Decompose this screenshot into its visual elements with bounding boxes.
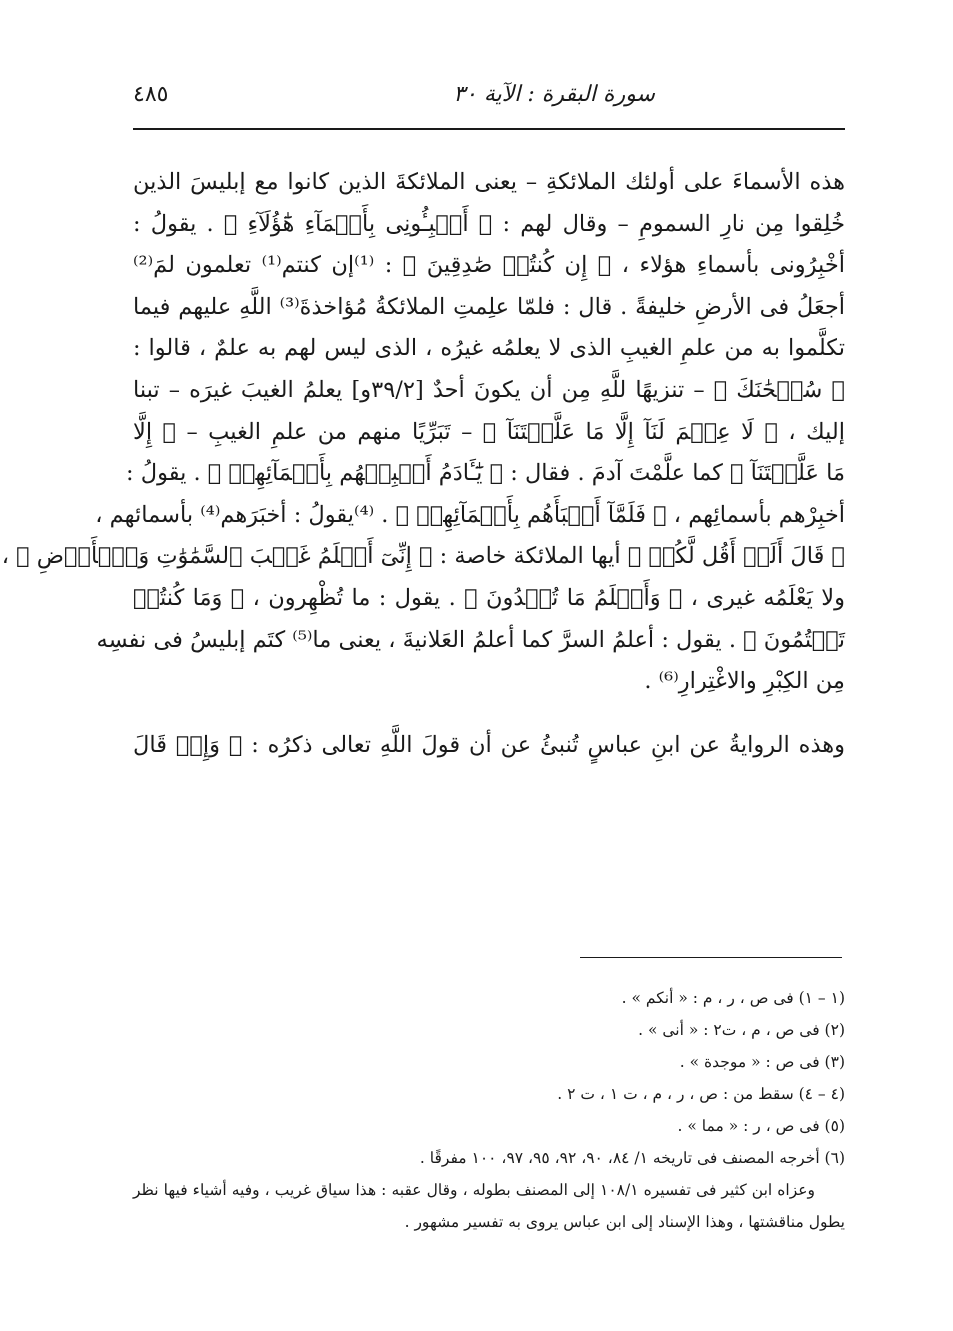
text-line: أجعَلُ فى الأرضِ خليفةً . قال : فلمّا علِمتِ الملائكةُ مُؤاخذةَ⁽³⁾ اللَّهِ عليهم فيما <box>133 293 845 320</box>
footnote: (٤ – ٤) سقط من : ص ، ر ، م ، ت ١ ، ت ٢ . <box>557 1085 845 1103</box>
paragraph-2 <box>133 725 845 767</box>
text-line: إليك ، ﴿ لَا عِلۡمَ لَنَآ إِلَّا مَا عَلَّمۡتَنَآ ﴾ – تَبَرِّيًا منهم من علمِ الغيبِ – ﴿ إِلَّا <box>133 418 845 445</box>
footnote-continuation: يطول مناقشتها ، وهذا الإسناد إلى ابن عباس يروى به تفسير مشهور . <box>404 1213 845 1231</box>
page-number: ٤٨٥ <box>133 82 169 107</box>
text-line: ولا يَعْلَمُه غيرى ، ﴿ وَأَعۡلَمُ مَا تُبۡدُونَ ﴾ . يقول : ما تُظْهِرون ، ﴿ وَمَا كُنتُمۡ <box>133 584 845 611</box>
text-line: ﴿ سُبۡحَٰنَكَ ﴾ – تنزيهًا للَّهِ مِن أن يكونَ أحدٌ [٣٩/٢و] يعلمُ الغيبَ غيرَه – تبنا <box>133 376 845 403</box>
footnote: (١ – ١) فى ص ، ر ، م : « أنكم » . <box>621 989 845 1007</box>
text-line: أخْبِرُونى بأسماءِ هؤلاء ، ﴿ إِن كُنتُمۡ صَٰدِقِينَ ﴾ : ⁽¹⁾إن كنتم⁽¹⁾ تعلمون لمَ⁽²⁾ <box>133 252 845 279</box>
text-line: أخبِرْهم بأسمائِهم ، ﴿ فَلَمَّآ أَنۢبَأَهُم بِأَسۡمَآئِهِمۡ ﴾ . ⁽⁴⁾يقولُ : أخبَرَهم⁽⁴⁾ بأسمائهم ، <box>95 501 845 528</box>
footnote: (٣) فى ص : « موجدة » . <box>679 1053 845 1071</box>
footnote: (٥) فى ص ، ر : « مما » . <box>677 1117 845 1135</box>
footnote-continuation: وعزاه ابن كثير فى تفسيره ١٠٨/١ إلى المصنف بطوله ، وقال عقبه : هذا سياق غريب ، وفيه أشياء فيها نظر <box>133 1181 815 1199</box>
header-rule <box>133 128 845 130</box>
main-text <box>1 162 846 766</box>
text-line: مِن الكِبْرِ والاغْتِرارِ⁽⁶⁾ . <box>644 668 845 695</box>
text-line: هذه الأسماءَ على أولئك الملائكةِ – يعنى الملائكةَ الذين كانوا مع إبليسَ الذين <box>133 169 845 195</box>
text-line: مَا عَلَّمۡتَنَآ ﴾ كما علَّمْتَ آدمَ . فقال : ﴿ يَٰٓـَٔادَمُ أَنۢبِئۡهُم بِأَسۡمَآئِهِمۡ ﴾ . يقولُ : <box>125 460 845 487</box>
running-header <box>133 78 845 118</box>
footnote: (٦) أخرجه المصنف فى تاريخه ١/ ٨٤، ٩٠، ٩٢، ٩٥، ٩٧، ١٠٠ مفرقًا . <box>419 1149 845 1167</box>
text-line: خُلِقوا مِن نارِ السمومِ – وقال لهم : ﴿ أَنۢبِـُٔونِى بِأَسۡمَآءِ هَٰٓؤُلَآءِ ﴾ . يقولُ : <box>133 210 845 237</box>
text-line: ﴿ قَالَ أَلَمۡ أَقُل لَّكُمۡ ﴾ أيها الملائكة خاصة : ﴿ إِنِّىٓ أَعۡلَمُ غَيۡبَ ٱلسَّمَٰوَٰتِ وَٱلۡأَرۡضِ ﴾ ، <box>1 543 845 570</box>
paragraph-1 <box>1 162 845 703</box>
paragraph-gap <box>133 703 845 725</box>
footnotes <box>133 982 845 1238</box>
text-line: تَكۡتُمُونَ ﴾ . يقول : أعلمُ السرَّ كما أعلمُ العَلانيةَ ، يعنى ما⁽⁵⁾ كتَم إبليسُ فى نفسِه <box>96 626 845 653</box>
footnote: (٢) فى ص ، م ، ت٢ : « أنى » . <box>638 1021 845 1039</box>
text-line: تكلَّموا به من علمِ الغيبِ الذى لا يعلمُه غيرُه ، الذى ليس لهم به علمٌ ، قالوا : <box>133 335 845 362</box>
text-line: وهذه الروايةُ عن ابنِ عباسٍ تُنبئُ عن أن قولَ اللَّهِ تعالى ذكرُه : ﴿ وَإِذۡ قَالَ <box>133 731 846 758</box>
header-title: سورة البقرة : الآية ٣٠ <box>453 82 655 107</box>
footnote-rule <box>580 957 842 958</box>
